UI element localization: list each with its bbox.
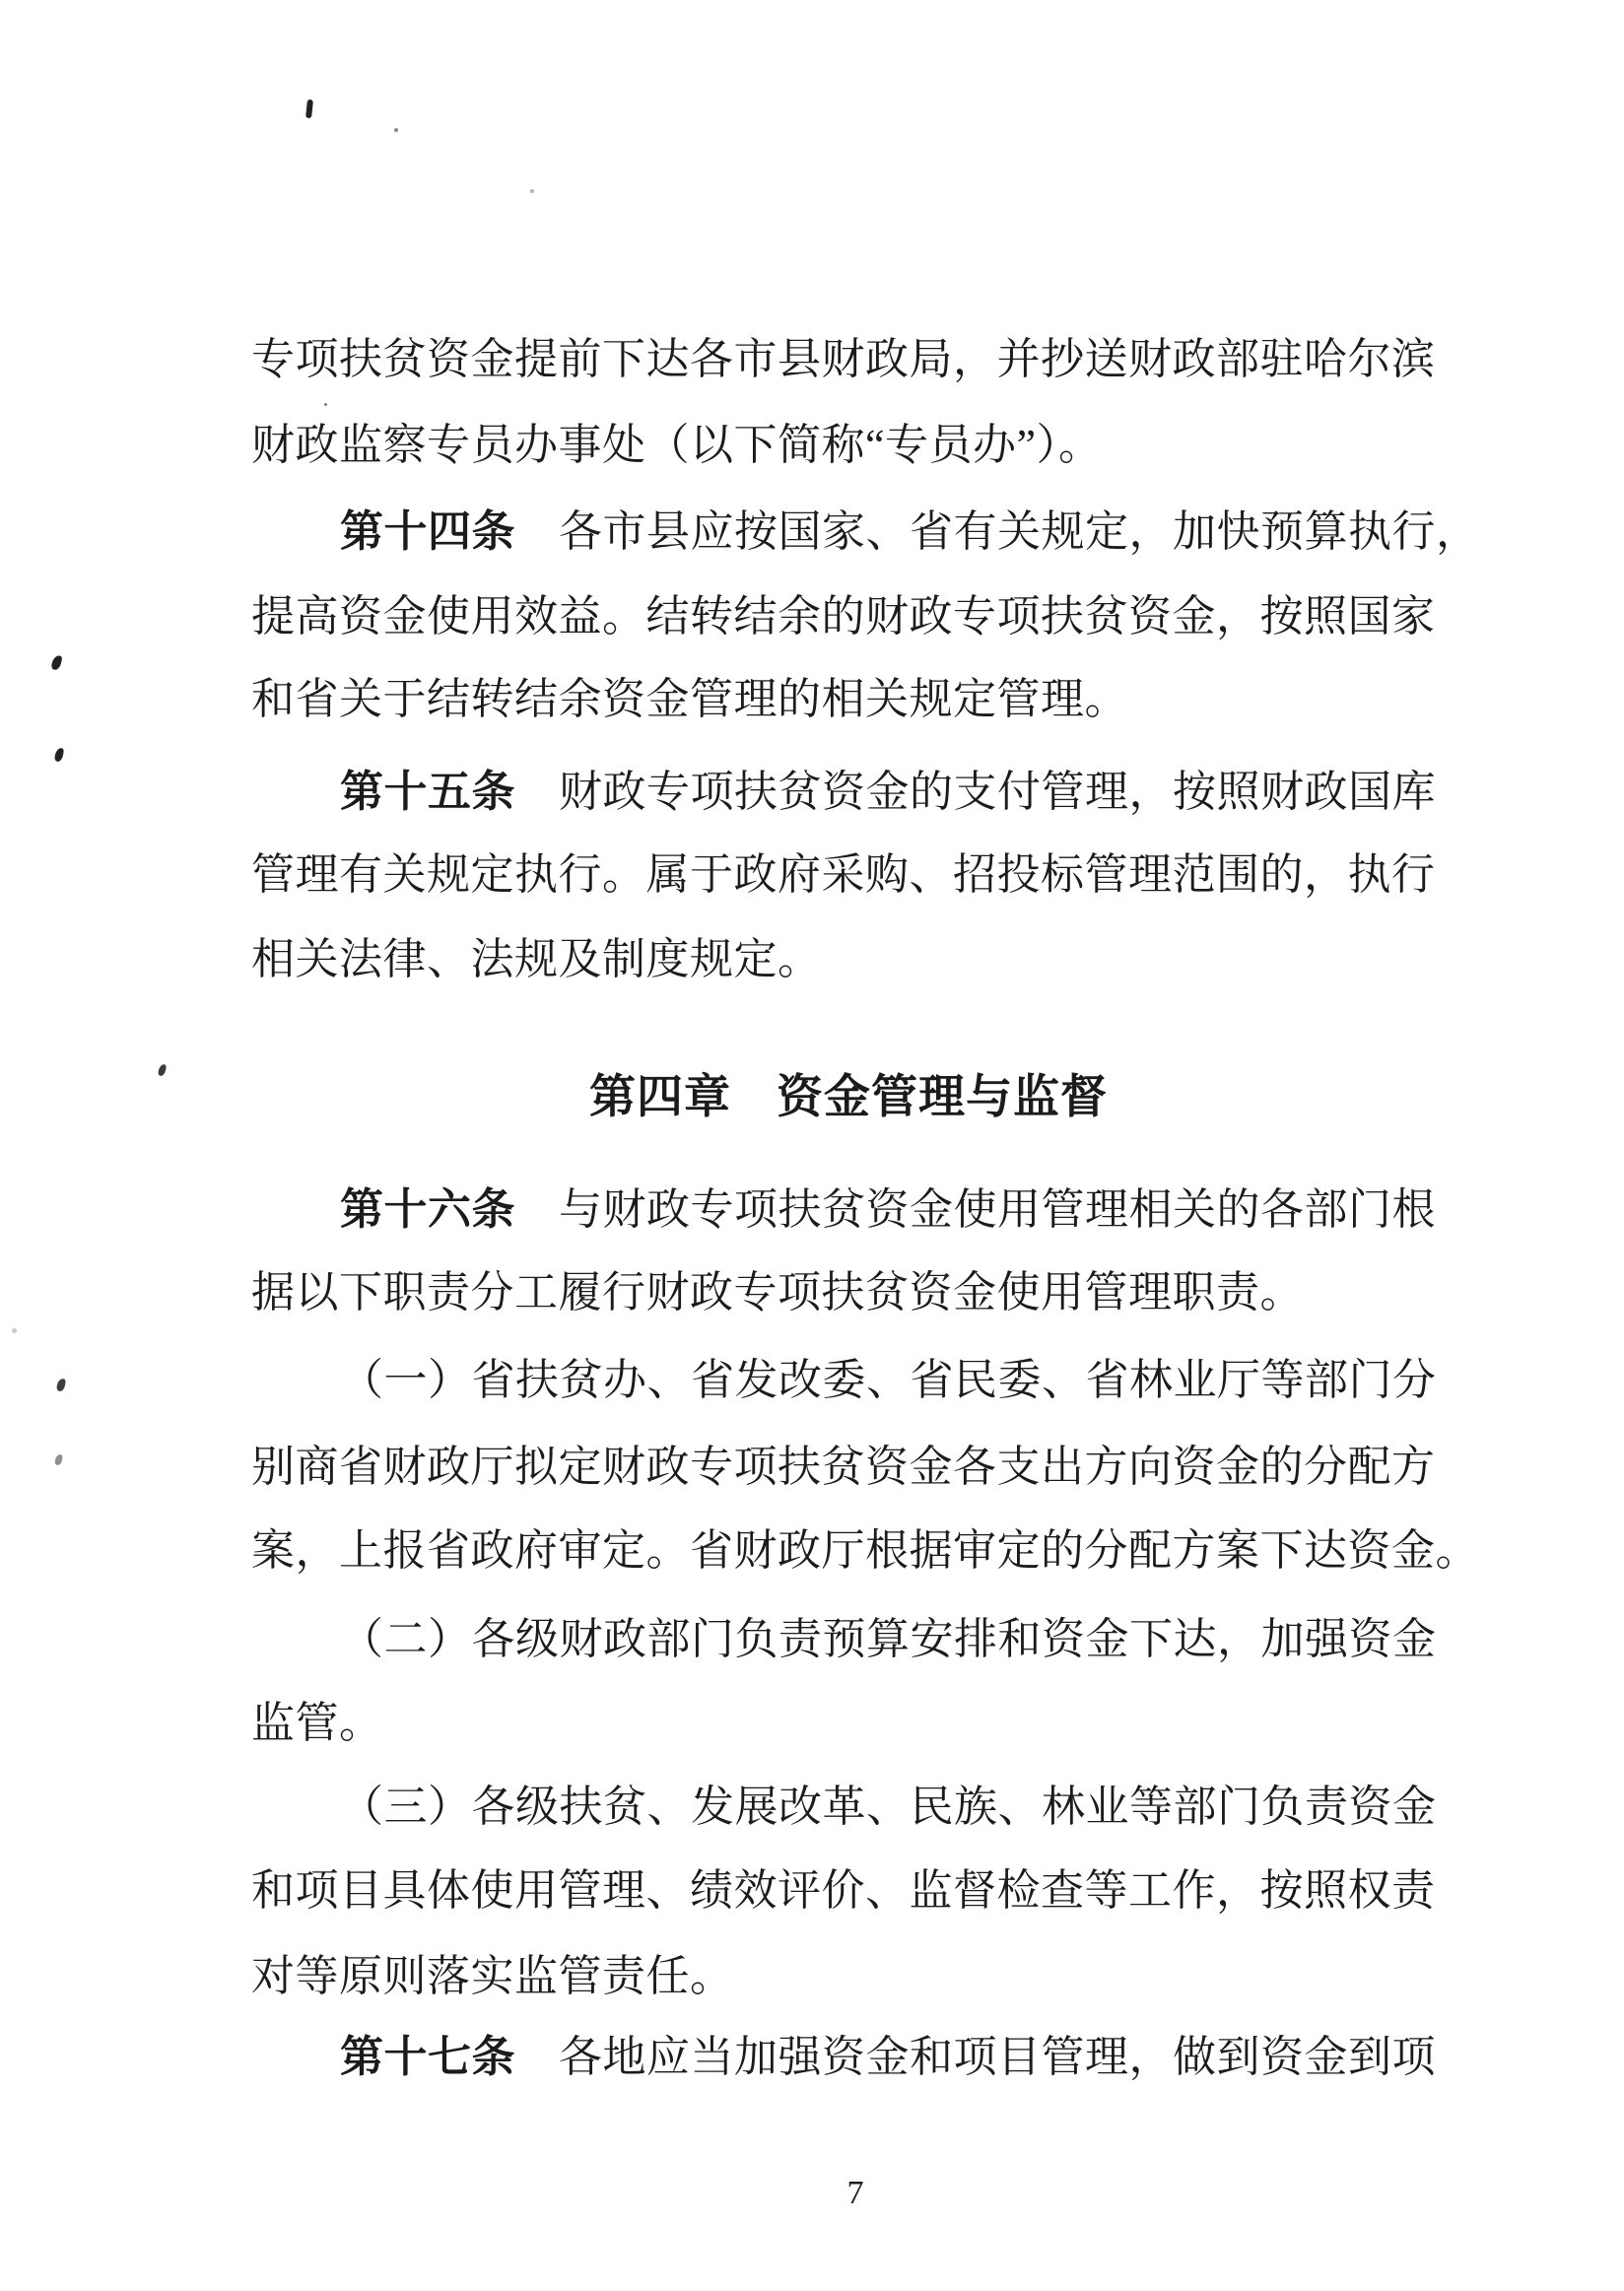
ink-speck	[158, 1063, 167, 1076]
ink-speck	[54, 747, 64, 762]
line-text: 监管。	[251, 1699, 383, 1747]
line-text: 专项扶贫资金提前下达各市县财政局，并抄送财政部驻哈尔滨	[251, 335, 1436, 383]
line-text: 案，上报省政府审定。省财政厅根据审定的分配方案下达资金。	[251, 1526, 1479, 1575]
text-line	[251, 1525, 1532, 1577]
text-line	[251, 591, 1532, 642]
text-line	[340, 1355, 1621, 1406]
ink-speck	[394, 128, 398, 132]
ink-speck	[12, 1328, 17, 1333]
chapter-heading	[251, 1070, 1446, 1123]
line-text: （三）各级扶贫、发展改革、民族、林业等部门负责资金	[340, 1783, 1437, 1831]
text-line	[251, 420, 1532, 471]
page-number: 7	[846, 2175, 864, 2211]
article-number: 第十五条	[340, 768, 515, 816]
text-line	[251, 1442, 1532, 1493]
article-number: 第十六条	[340, 1185, 515, 1234]
line-text: 财政监察专员办事处（以下简称“专员办”）。	[251, 421, 1103, 469]
text-line	[251, 934, 1532, 985]
ink-speck	[324, 403, 327, 406]
line-text: 管理有关规定执行。属于政府采购、招投标管理范围的，执行	[251, 850, 1436, 899]
line-text: 和省关于结转结余资金管理的相关规定管理。	[251, 675, 1128, 723]
text-line	[251, 1865, 1532, 1917]
ink-speck	[54, 1454, 62, 1466]
line-text: 据以下职责分工履行财政专项扶贫资金使用管理职责。	[251, 1268, 1304, 1316]
text-line	[251, 674, 1532, 725]
line-text: 和项目具体使用管理、绩效评价、监督检查等工作，按照权责	[251, 1866, 1436, 1915]
line-text: 财政专项扶贫资金的支付管理，按照财政国库	[559, 768, 1436, 816]
text-line	[251, 849, 1532, 901]
line-text: （二）各级财政部门负责预算安排和资金下达，加强资金	[340, 1615, 1437, 1663]
text-line	[340, 2032, 1621, 2083]
chapter-title: 资金管理与监督	[777, 1070, 1108, 1122]
line-text: 各市县应按国家、省有关规定，加快预算执行，	[559, 507, 1480, 556]
ink-speck	[56, 1378, 66, 1391]
line-text: 各地应当加强资金和项目管理，做到资金到项	[559, 2033, 1436, 2081]
line-text: 与财政专项扶贫资金使用管理相关的各部门根	[559, 1185, 1436, 1234]
line-text: 提高资金使用效益。结转结余的财政专项扶贫资金，按照国家	[251, 592, 1436, 640]
text-line	[340, 1782, 1621, 1833]
chapter-number: 第四章	[589, 1070, 731, 1122]
text-line	[340, 1184, 1621, 1236]
article-number: 第十七条	[340, 2033, 515, 2081]
article-number: 第十四条	[340, 507, 515, 556]
text-line	[340, 767, 1621, 818]
text-line	[340, 1614, 1621, 1665]
ink-speck	[305, 100, 313, 119]
line-text: 相关法律、法规及制度规定。	[251, 935, 822, 983]
text-line	[251, 1267, 1532, 1318]
line-text: 对等原则落实监管责任。	[251, 1952, 734, 2000]
ink-speck	[530, 189, 534, 193]
text-line	[340, 506, 1621, 558]
text-line	[251, 334, 1532, 385]
line-text: （一）省扶贫办、省发改委、省民委、省林业厅等部门分	[340, 1356, 1437, 1404]
text-line	[251, 1951, 1532, 2002]
text-line	[251, 1698, 1532, 1749]
ink-speck	[50, 654, 62, 671]
line-text: 别商省财政厅拟定财政专项扶贫资金各支出方向资金的分配方	[251, 1443, 1436, 1491]
